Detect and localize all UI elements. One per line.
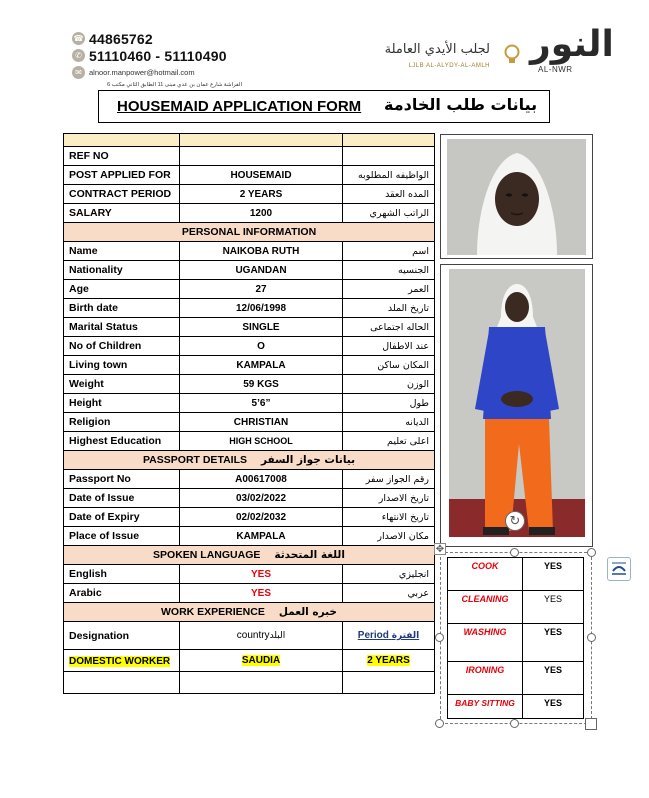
work-row-empty <box>64 672 435 694</box>
row-label: No of Children <box>64 337 180 356</box>
skill-row <box>448 558 584 591</box>
work-period[interactable]: 2 YEARS <box>343 650 435 672</box>
resize-corner-handle[interactable] <box>585 718 597 730</box>
table-row <box>64 470 435 489</box>
row-label: Name <box>64 242 180 261</box>
row-value[interactable]: HOUSEMAID <box>180 166 343 185</box>
resize-handle[interactable] <box>435 633 444 642</box>
row-label-ar: المكان ساكن <box>343 356 435 375</box>
row-label: Arabic <box>64 584 180 603</box>
row-value[interactable]: A00617008 <box>180 470 343 489</box>
row-label-ar: الديانه <box>343 413 435 432</box>
row-label-ar: اعلى تعليم <box>343 432 435 451</box>
row-label: Date of Issue <box>64 489 180 508</box>
row-label-ar: تاريخ الاصدار <box>343 489 435 508</box>
row-value[interactable] <box>180 147 343 166</box>
skill-value[interactable]: YES <box>523 558 584 591</box>
phone-number-1: 44865762 <box>89 30 153 47</box>
row-value[interactable]: 12/06/1998 <box>180 299 343 318</box>
row-label: Height <box>64 394 180 413</box>
email-address: alnoor.manpower@hotmail.com <box>89 68 195 77</box>
row-label-ar: الجنسيه <box>343 261 435 280</box>
section-title: PERSONAL INFORMATION <box>64 223 435 242</box>
form-title-arabic: بيانات طلب الخادمة <box>384 95 538 114</box>
skill-name: WASHING <box>448 624 523 662</box>
table-row <box>64 527 435 546</box>
row-label-ar: الحاله اجتماعى <box>343 318 435 337</box>
skill-name: IRONING <box>448 662 523 695</box>
section-title <box>64 546 435 565</box>
row-label-ar: انجليزي <box>343 565 435 584</box>
row-label: Place of Issue <box>64 527 180 546</box>
row-value[interactable]: 1200 <box>180 204 343 223</box>
table-row <box>64 508 435 527</box>
table-row <box>64 394 435 413</box>
row-label-ar: عربي <box>343 584 435 603</box>
resize-handle[interactable] <box>587 633 596 642</box>
work-row <box>64 650 435 672</box>
row-label-ar: رقم الجواز سفر <box>343 470 435 489</box>
period-header <box>343 622 435 650</box>
row-label: REF NO <box>64 147 180 166</box>
company-logo <box>380 24 614 80</box>
fullbody-image <box>449 269 585 537</box>
row-label: English <box>64 565 180 584</box>
skill-value[interactable]: YES <box>523 624 584 662</box>
row-label: SALARY <box>64 204 180 223</box>
resize-handle[interactable] <box>435 719 444 728</box>
portrait-image <box>447 139 586 255</box>
table-row <box>64 565 435 584</box>
work-designation[interactable]: DOMESTIC WORKER <box>64 650 180 672</box>
table-row <box>64 375 435 394</box>
row-label-ar: الراتب الشهري <box>343 204 435 223</box>
row-label: Birth date <box>64 299 180 318</box>
table-row <box>64 242 435 261</box>
section-title-en: WORK EXPERIENCE <box>161 606 265 618</box>
country-header-ar: البلد <box>269 631 286 641</box>
table-row <box>64 584 435 603</box>
section-header-personal <box>64 223 435 242</box>
skill-value[interactable]: YES <box>523 695 584 719</box>
table-row <box>64 166 435 185</box>
resize-handle[interactable] <box>510 548 519 557</box>
logo-arabic-mark: النور <box>530 24 614 65</box>
skill-name: COOK <box>448 558 523 591</box>
logo-english-mark: AL-NWR <box>538 65 573 74</box>
row-label: Marital Status <box>64 318 180 337</box>
table-row <box>64 432 435 451</box>
table-row <box>64 261 435 280</box>
form-title-english: HOUSEMAID APPLICATION FORM <box>117 98 362 115</box>
fullbody-photo <box>449 269 585 537</box>
table-row <box>64 318 435 337</box>
skill-value[interactable]: YES <box>523 662 584 695</box>
section-header-work <box>64 603 435 622</box>
row-value[interactable]: HIGH SCHOOL <box>180 432 343 451</box>
phone-row <box>72 30 242 47</box>
logo-arabic-subtitle: لجلب الأيدي العاملة <box>384 42 490 57</box>
row-label: Weight <box>64 375 180 394</box>
row-value[interactable]: 27 <box>180 280 343 299</box>
move-handle-icon[interactable]: ✥ <box>435 544 445 555</box>
row-label: POST APPLIED FOR <box>64 166 180 185</box>
resize-handle[interactable] <box>587 548 596 557</box>
row-value[interactable]: CHRISTIAN <box>180 413 343 432</box>
whatsapp-row <box>72 47 242 64</box>
email-icon: ✉ <box>72 66 85 79</box>
email-row <box>72 64 242 81</box>
whatsapp-icon: ✆ <box>72 49 85 62</box>
table-row <box>64 280 435 299</box>
country-header-en: country <box>236 630 270 641</box>
table-row <box>64 413 435 432</box>
skill-row <box>448 591 584 624</box>
skill-row <box>448 624 584 662</box>
row-value[interactable]: O <box>180 337 343 356</box>
row-value[interactable]: 2 YEARS <box>180 185 343 204</box>
section-title <box>64 603 435 622</box>
row-label-ar: العمر <box>343 280 435 299</box>
row-value[interactable]: UGANDAN <box>180 261 343 280</box>
row-label: Living town <box>64 356 180 375</box>
contact-block <box>72 30 242 88</box>
row-label-ar <box>343 147 435 166</box>
logo-mark <box>500 24 614 80</box>
section-header-passport <box>64 451 435 470</box>
phone-number-2: 51110460 - 51110490 <box>89 47 227 64</box>
table-row <box>64 337 435 356</box>
portrait-photo-frame <box>440 134 593 259</box>
row-label: Religion <box>64 413 180 432</box>
row-value[interactable]: NAIKOBA RUTH <box>180 242 343 261</box>
row-label-ar: الوزن <box>343 375 435 394</box>
section-title-en: PASSPORT DETAILS <box>142 454 247 466</box>
skill-row <box>448 695 584 719</box>
skill-name: CLEANING <box>448 591 523 624</box>
logo-english-subtitle: LJLB AL-ALYDY-AL-AMLH <box>408 63 490 69</box>
skills-table <box>447 557 584 719</box>
skill-row <box>448 662 584 695</box>
row-label: CONTRACT PERIOD <box>64 185 180 204</box>
row-value[interactable]: KAMPALA <box>180 527 343 546</box>
row-label-ar: طول <box>343 394 435 413</box>
table-row <box>64 356 435 375</box>
section-header-language <box>64 546 435 565</box>
country-header <box>180 622 343 650</box>
portrait-photo <box>447 139 586 255</box>
row-value[interactable]: KAMPALA <box>180 356 343 375</box>
office-address: الفراشة شارع عمان بن عدي مبنى 11 الطابق الثاني مكتب 6 <box>107 82 242 88</box>
section-title-ar: بيانات جواز السفر <box>261 454 356 466</box>
row-label: Highest Education <box>64 432 180 451</box>
table-row <box>64 489 435 508</box>
row-label: Date of Expiry <box>64 508 180 527</box>
row-value[interactable]: 02/02/2032 <box>180 508 343 527</box>
row-value[interactable]: 5’6” <box>180 394 343 413</box>
row-label-ar: المده العقد <box>343 185 435 204</box>
row-label: Passport No <box>64 470 180 489</box>
row-value[interactable]: YES <box>180 565 343 584</box>
work-header-row <box>64 622 435 650</box>
section-title-en: SPOKEN LANGUAGE <box>153 549 261 561</box>
period-header-ar: الفترة <box>391 631 420 641</box>
form-title-box <box>98 90 550 123</box>
skill-value[interactable]: YES <box>523 591 584 624</box>
section-title-ar: اللغة المتحدثة <box>274 549 345 561</box>
row-label-ar: تاريخ الملد <box>343 299 435 318</box>
skill-name: BABY SITTING <box>448 695 523 719</box>
row-label-ar: الواظيفه المطلوبه <box>343 166 435 185</box>
period-header-en: Period <box>357 630 389 641</box>
row-label: Nationality <box>64 261 180 280</box>
fullbody-photo-frame <box>440 264 593 547</box>
row-label: Age <box>64 280 180 299</box>
row-label-ar: عند الاطفال <box>343 337 435 356</box>
section-title-ar: خبره العمل <box>278 606 337 618</box>
table-row <box>64 299 435 318</box>
row-label-ar: مكان الاصدار <box>343 527 435 546</box>
row-label-ar: اسم <box>343 242 435 261</box>
layout-options-glyph <box>608 558 630 580</box>
layout-options-icon[interactable] <box>607 557 631 581</box>
row-value[interactable]: 03/02/2022 <box>180 489 343 508</box>
table-row <box>64 185 435 204</box>
designation-header: Designation <box>64 622 180 650</box>
row-value[interactable]: 59 KGS <box>180 375 343 394</box>
section-title <box>64 451 435 470</box>
table-row <box>64 204 435 223</box>
row-label-ar: تاريخ الانتهاء <box>343 508 435 527</box>
blank-header-row <box>64 134 435 147</box>
work-country[interactable]: SAUDIA <box>180 650 343 672</box>
application-table <box>63 133 435 694</box>
row-value[interactable]: YES <box>180 584 343 603</box>
phone-icon: ☎ <box>73 34 84 43</box>
resize-handle[interactable] <box>510 719 519 728</box>
lightbulb-icon <box>503 44 521 66</box>
rotate-handle-icon[interactable]: ↻ <box>505 511 525 531</box>
row-value[interactable]: SINGLE <box>180 318 343 337</box>
table-row <box>64 147 435 166</box>
